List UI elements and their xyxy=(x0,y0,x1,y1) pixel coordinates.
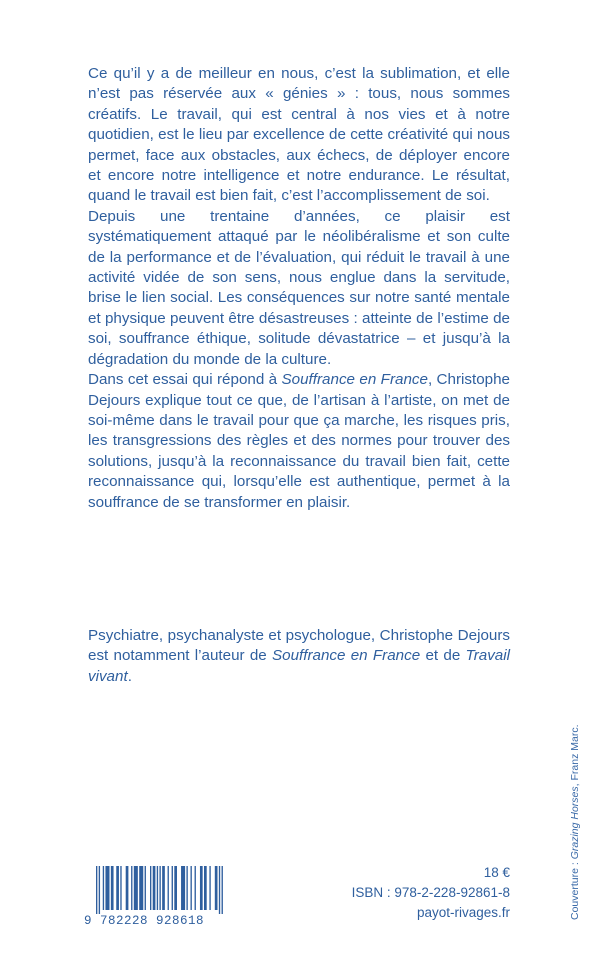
barcode-bar xyxy=(204,866,207,910)
barcode-digits: 9 782228 928618 xyxy=(84,914,205,928)
barcode-bar xyxy=(168,866,169,910)
barcode-bar xyxy=(139,866,143,910)
barcode-bar xyxy=(96,866,97,914)
author-bio-start: Psychiatre, psychanalyste et psychologue, Christophe Dejours est notamment l’auteur de xyxy=(88,627,510,665)
author-bio-end: . xyxy=(127,667,132,685)
blurb-paragraph-3-end: , Christophe Dejours explique tout ce que, de l’artisan à l’artiste, on met de soi-même dans le travail pour que ça marche, les risques pris, les transgressions des règles et des normes pour trouver des solutions, jusqu’à la reconnaissance du travail bien fait, cette reconnaissance qui, lorsqu’elle est authentique, permet à la souffrance de se transformer en plaisir. xyxy=(88,371,510,511)
blurb-paragraph-3 xyxy=(88,370,510,513)
barcode-bar xyxy=(157,866,158,910)
cover-credit xyxy=(569,725,581,921)
barcode-bar xyxy=(186,866,187,910)
barcode-bar xyxy=(103,866,104,910)
barcode-bar xyxy=(105,866,109,910)
book-title-souffrance: Souffrance en France xyxy=(281,371,428,389)
barcode-bar xyxy=(159,866,160,910)
barcode-bar xyxy=(111,866,114,910)
isbn-barcode xyxy=(84,866,236,928)
blurb-paragraph-2: Depuis une trentaine d’années, ce plaisir est systématiquement attaqué par le néolibéralisme et son culte de la performance et de l’évaluation, qui réduit le travail à une activité vidée de son sens, nous englue dans la servitude, brise le lien social. Les conséquences sur notre santé mentale et physique peuvent être désastreuses : atteinte de l’estime de soi, souffrance éthique, solitude dévastatrice – et jusqu’à la dégradation du monde de la culture. xyxy=(88,207,510,368)
barcode-bar xyxy=(172,866,173,910)
barcode-bar xyxy=(99,866,100,914)
price: 18 € xyxy=(483,865,510,880)
blurb-paragraph-1: Ce qu’il y a de meilleur en nous, c’est la sublimation, et elle n’est pas réservée aux « génies » : tous, nous sommes créatifs. Le travail, qui est central à nos vies et à notre quotidien, est le lieu par excellence de cette créativité qui nous permet, face aux obstacles, aux échecs, de déployer encore et encore notre intelligence et notre endurance. Le résultat, quand le travail est bien fait, c’est l’accomplissement de soi. xyxy=(88,65,510,205)
barcode-bar xyxy=(116,866,119,910)
barcode-bar xyxy=(131,866,132,910)
barcode-bar xyxy=(153,866,156,910)
barcode-bar xyxy=(126,866,129,910)
barcode-bar xyxy=(134,866,138,910)
cover-credit-end: , Franz Marc. xyxy=(569,724,581,787)
blurb-paragraph-3-start: Dans cet essai qui répond à xyxy=(88,371,282,389)
blurb-text xyxy=(88,64,510,513)
isbn-number: ISBN : 978-2-228-92861-8 xyxy=(351,885,510,900)
barcode-bar xyxy=(150,866,151,910)
barcode-bar xyxy=(195,866,196,910)
barcode-bar xyxy=(219,866,220,914)
barcode-bar xyxy=(222,866,223,914)
author-book-title-2: Travail vivant xyxy=(88,647,510,685)
barcode-bar xyxy=(181,866,185,910)
barcode-bars xyxy=(84,866,236,914)
barcode-bar xyxy=(174,866,177,910)
barcode-bar xyxy=(120,866,121,910)
author-bio xyxy=(88,626,510,687)
barcode-bar xyxy=(162,866,165,910)
publisher-website: payot-rivages.fr xyxy=(416,905,510,920)
barcode-bar xyxy=(191,866,192,910)
barcode-bar xyxy=(215,866,218,910)
barcode-bar xyxy=(200,866,203,910)
cover-artwork-title: Grazing Horses xyxy=(569,786,581,860)
author-bio-middle: et de xyxy=(420,647,466,665)
barcode-bar xyxy=(209,866,210,910)
cover-credit-start: Couverture : xyxy=(569,859,581,920)
author-book-title-1: Souffrance en France xyxy=(272,647,421,665)
barcode-bar xyxy=(145,866,146,910)
